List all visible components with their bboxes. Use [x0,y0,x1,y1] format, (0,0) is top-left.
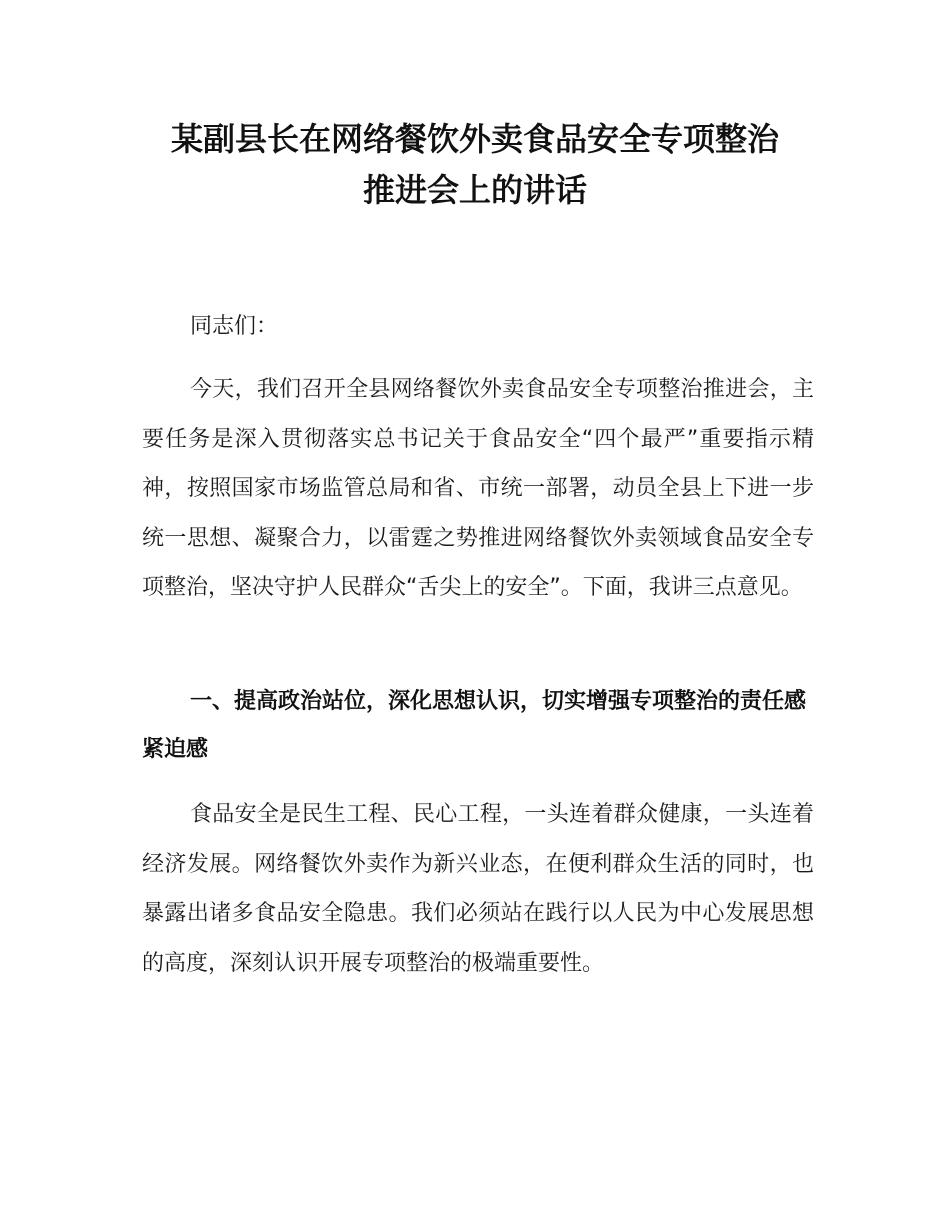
greeting: 同志们： [190,314,279,339]
paragraph-intro: 今天，我们召开全县网络餐饮外卖食品安全专项整治推进会，主要任务是深入贯彻落实总书记关于食品安全“四个最严”重要指示精神，按照国家市场监管总局和省、市统一部署，动员全县上下进一步统一思想、凝聚合力，以雷霆之势推进网络餐饮外卖领域食品安全专项整治，坚决守护人民群众“舌尖上的安全”。下面，我讲三点意见。 [142,377,814,600]
document-title-line-2: 推进会上的讲话 [362,171,587,209]
document-title-line-1: 某副县长在网络餐饮外卖食品安全专项整治 [170,120,779,158]
section-heading-1: 一、提高政治站位，深化思想认识，切实增强专项整治的责任感紧迫感 [142,689,807,762]
paragraph-section-1: 食品安全是民生工程、民心工程，一头连着群众健康，一头连着经济发展。网络餐饮外卖作为新兴业态，在便利群众生活的同时，也暴露出诸多食品安全隐患。我们必须站在践行以人民为中心发展思想的高度，深刻认识开展专项整治的极端重要性。 [142,802,814,976]
